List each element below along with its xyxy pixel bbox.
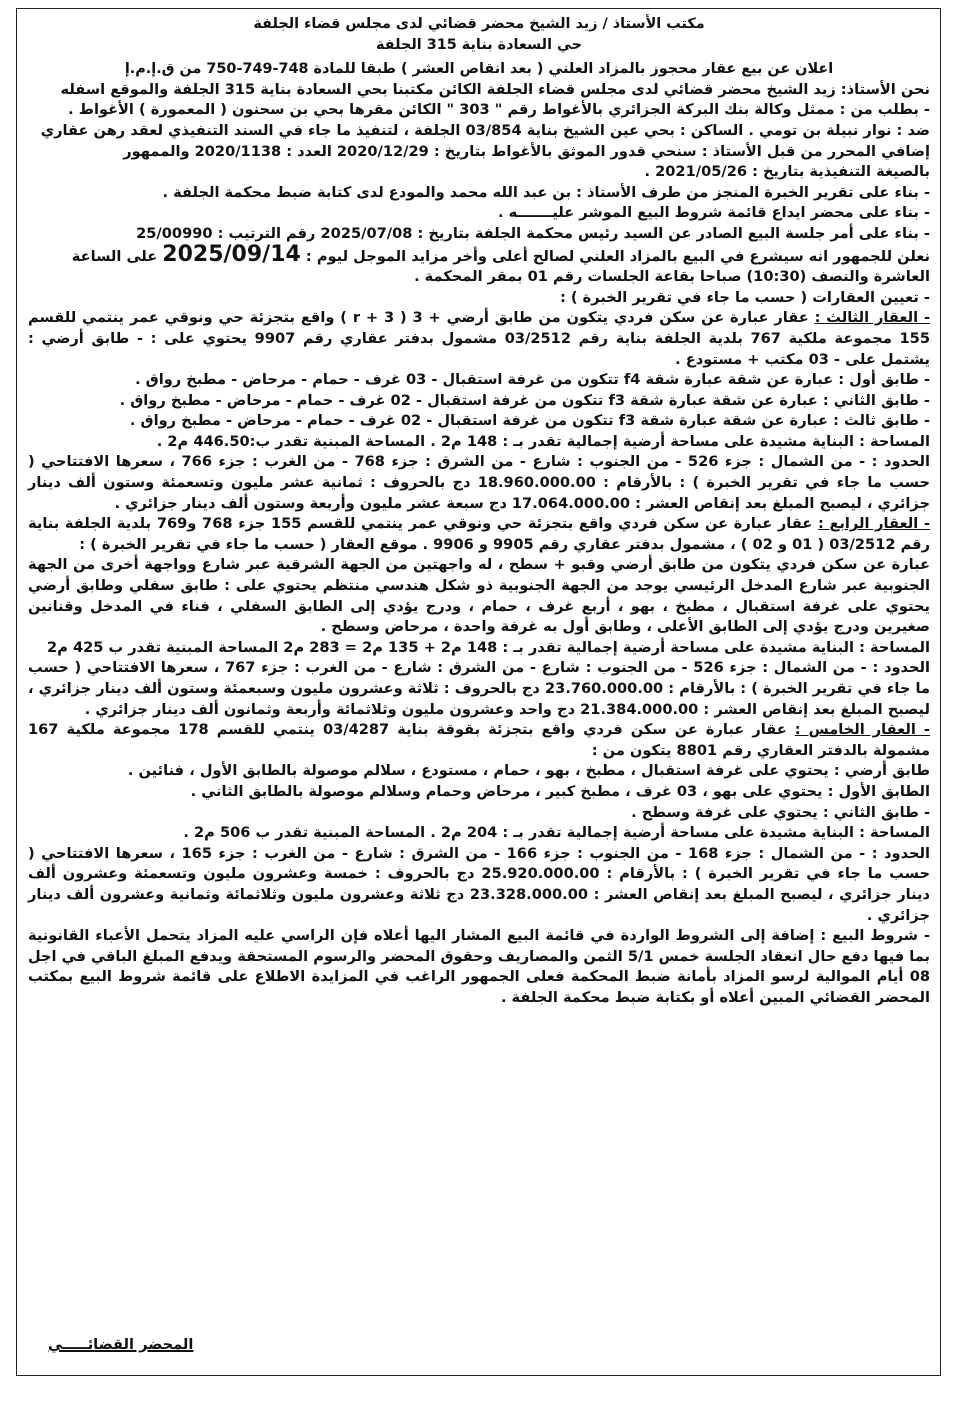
bullet-expertise: - بناء على تقرير الخبرة المنجز من طرف الأستاذ : بن عبد الله محمد والمودع لدى كتابة ضبط محكمة الجلفة . [162,183,930,201]
property-4-label: - العقار الرابع : [817,515,930,533]
sale-notice [28,241,930,268]
property-3-floor-1: - طابق أول : عبارة عن شقة عبارة شقة f4 تتكون من غرفة استقبال - 03 غرف - حمام - مرحاض - مطبخ رواق . [135,371,930,389]
property-4 [28,514,930,555]
property-5-area: المساحة : البناية مشيدة على مساحة أرضية إجمالية تقدر بـ : 204 م2 . المساحة المبنية تقدر ب 506 م2 . [183,824,930,842]
property-4-limits: الحدود : - من الشمال : جزء 526 - من الجنوب : شارع - من الشرق : شارع - من الغرب : جزء 767 ، سعرها الافتتاحي ( حسب ما جاء في تقرير الخبرة ) : بالأرقام : 23.760.000.00 دج بالحروف : ثلاثة وعشرون مليون وسبعمئة وستون ألف دينار جزائري ، ليصبح المبلغ بعد إنقاص العشر : 21.384.000.00 دج واحد وعشرون مليون وثلاثمائة وأربعة وثمانون ألف دينار جزائري . [28,659,930,718]
intro-against-2: إضافي المحرر من قبل الأستاذ : سنحي قدور الموثق بالأغواط بتاريخ : 2020/12/29 العدد : 2020/1138 والممهور [123,142,930,160]
property-4-area: المساحة : البناية مشيدة على مساحة أرضية إجمالية تقدر بـ : 148 م2 + 135 م2 = 283 م2 المساحة المبنية تقدر ب 425 م2 [47,638,930,656]
property-4-details: عبارة عن سكن فردي يتكون من طابق أرضي وقبو + سطح ، له واجهتين من الجهة الشرقية عبر شارع وواجهة أخرى من الجهة الجنوبية عبر شارع المدخل الرئيسي يوجد من الجهة الجنوبية ذو شكل هندسي منتظم يحتوي على : طابق سفلي وطابق أرضي يحتوي على غرفة استقبال ، مطبخ ، بهو ، أربع غرف ، حمام ، ودرج يؤدي إلى الطابق السفلي ، فناء في المدخل وقنانين صغيرين ودرج يؤدي إلى الطابق الأعلى ، وطابق أول به غرفة واحدة ، مرحاض وسطح . [28,556,930,636]
bullet-order: - بناء على أمر جلسة البيع الصادر عن السيد رئيس محكمة الجلفة بتاريخ : 2025/07/08 رقم الترتيب : 25/00990 [136,224,930,242]
office-header: مكتب الأستاذ / زيد الشيخ محضر قضائي لدى مجلس قضاء الجلفة [253,16,705,32]
intro-against: ضد : نوار نبيلة بن تومي . الساكن : بحي عين الشيخ بناية 03/854 الجلفة ، لتنفيذ ما جاء في السند التنفيذي لعقد رهن عقاري [40,121,930,139]
sale-notice-suffix: على الساعة [71,247,158,265]
bullet-deposit: - بناء على محضر ايداع قائمة شروط البيع الموشر عليـــــــه . [497,204,930,222]
property-3-label: - العقار الثالث : [814,309,931,327]
properties-designation: - تعيين العقارات ( حسب ما جاء في تقرير الخبرة ) : [559,288,930,306]
property-3-limits: الحدود : - من الشمال : جزء 526 - من الجنوب : شارع - من الشرق : جزء 768 - من الغرب : جزء 766 ، سعرها الافتتاحي ( حسب ما جاء في تقرير الخبرة ) : بالأرقام : 18.960.000.00 دج بالحروف : ثمانية عشر مليون وتسعمئة وستون ألف دينار جزائري ، ليصبح المبلغ بعد إنقاص العشر : 17.064.000.00 دج سبعة عشر مليون وأربعة وستون ألف دينار جزائري . [28,453,930,512]
property-3-area: المساحة : البناية مشيدة على مساحة أرضية إجمالية تقدر بـ : 148 م2 . المساحة المبنية تقدر ب:446.50 م2 . [156,432,930,450]
announcement-title: اعلان عن بيع عقار محجوز بالمزاد العلني ( بعد انقاص العشر ) طبقا للمادة 748-749-750 من ق.إ.م.إ [124,61,834,78]
property-5 [28,720,930,761]
bailiff-signature-label: المحضر القضائـــــي [48,1336,194,1353]
intro-bailiff: نحن الأستاذ: زيد الشيخ محضر قضائي لدى مجلس قضاء الجلفة الكائن مكتبنا بحي السعادة بناية 315 الجلفة والموقع اسفله [60,80,930,98]
property-3 [28,308,930,370]
property-3-desc: عقار عبارة عن سكن فردي يتكون من طابق أرضي + 3 ( 3 + r ) واقع بتجزئة حي ونوقي عمر ينتمي للقسم 155 مجموعة ملكية 767 بلدية الجلفة بناية رقم 03/2512 مشمول بدفتر عقاري رقم 9907 يحتوي على : - طابق أرضي : يشتمل على - 03 مكتب + مستودع . [28,309,930,368]
intro-against-3: بالصيغة التنفيذية بتاريخ : 2021/05/26 . [644,163,930,181]
sale-date: 2025/09/14 [162,241,301,267]
sale-conditions: - شروط البيع : إضافة إلى الشروط الواردة في قائمة البيع المشار اليها أعلاه فإن الراسي عليه المزاد يتحمل الأعباء القانونية بما فيها دفع حال انعقاد الجلسة خمس 5/1 الثمن والمصاريف وحقوق المحضر والرسوم المستحقة ويدفع المبلغ الباقي في اجل 08 أيام الموالية لرسو المزاد بأمانة ضبط المحكمة فعلى الجمهور الراغب في المزايدة الاطلاع على قائمة شروط البيع بمكتب المحضر القضائي المبين أعلاه أو بكتابة ضبط محكمة الجلفة . [28,927,930,1006]
office-address: حي السعادة بناية 315 الجلفة [376,36,582,53]
announcement-document [28,14,930,1009]
property-5-first-floor: الطابق الأول : يحتوي على بهو ، 03 غرف ، مطبخ كبير ، مرحاض وحمام وسلالم موصولة بالطابق الثاني . [190,782,930,800]
property-5-limits: الحدود : - من الشمال : جزء 168 - من الجنوب : جزء 166 - من الشرق : شارع - من الغرب : جزء 165 ، سعرها الافتتاحي ( حسب ما جاء في تقرير الخبرة ) : بالأرقام : 25.920.000.00 دج بالحروف : خمسة وعشرون مليون وتسعمئة وعشرون ألف دينار جزائري ، ليصبح المبلغ بعد إنقاص العشر : 23.328.000.00 دج ثلاثة وعشرون مليون وثلاثمائة وثمانية وعشرون ألف دينار جزائري . [28,844,931,924]
property-5-label: - العقار الخامس : [794,721,930,739]
property-5-desc: عقار عبارة عن سكن فردي واقع بتجزئة بقوقة بناية 03/4287 ينتمي للقسم 178 مجموعة ملكية 167 مشمولة بالدفتر العقاري رقم 8801 يتكون من : [28,721,930,759]
property-3-floor-3: - طابق ثالث : عبارة عن شقة عبارة شقة f3 تتكون من غرفة استقبال - 02 غرف - حمام - مرحاض - مطبخ رواق . [129,412,930,430]
property-5-second-floor: - طابق الثاني : يحتوي على غرفة وسطح . [631,803,930,821]
property-4-desc: عقار عبارة عن سكن فردي واقع بتجزئة حي ونوقي عمر ينتمي للقسم 155 جزء 768 و769 بلدية الجلفة بناية رقم 03/2512 ( 01 و 02 ) ، مشمول بدفتر عقاري رقم 9905 و 9906 . موقع العقار ( حسب ما جاء في تقرير الخبرة ) : [28,515,930,553]
property-5-ground-floor: طابق أرضي : يحتوي على غرفة استقبال ، مطبخ ، بهو ، حمام ، مستودع ، سلالم موصولة بالطابق الأول ، فنائين . [127,762,930,780]
sale-notice-prefix: نعلن للجمهور انه سيشرع في البيع بالمزاد العلني لصالح أعلى وأخر مزايد الموجل ليوم : [305,247,930,265]
property-3-floor-2: - طابق الثاني : عبارة عن شقة عبارة شقة f3 تتكون من غرفة استقبال - 02 غرف - حمام - مرحاض - مطبخ رواق . [119,391,930,409]
sale-time: العاشرة والنصف (10:30) صباحا بقاعة الجلسات رقم 01 بمقر المحكمة . [414,268,930,286]
intro-request: - بطلب من : ممثل وكالة بنك البركة الجزائري بالأغواط رقم " 303 " الكائن مقرها بحي بن سحنون ( المعمورة ) الأغواط . [68,101,930,119]
